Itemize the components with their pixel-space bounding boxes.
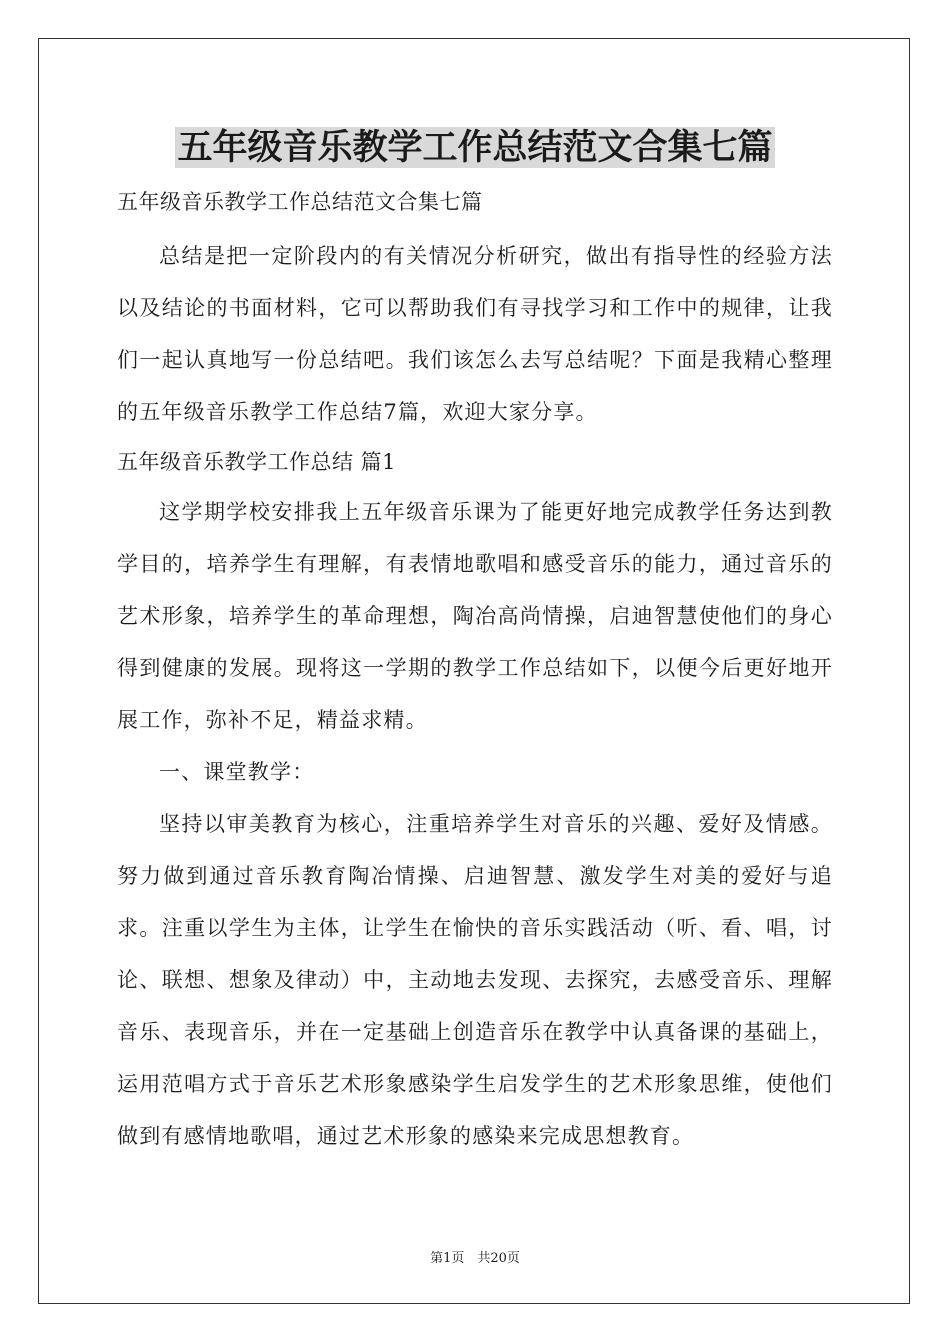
intro-paragraph: 总结是把一定阶段内的有关情况分析研究，做出有指导性的经验方法以及结论的书面材料，它可以帮助我们有寻找学习和工作中的规律，让我们一起认真地写一份总结吧。我们该怎么去写总结呢？下面是我精心整理的五年级音乐教学工作总结7篇，欢迎大家分享。 [117, 244, 833, 424]
document-subtitle: 五年级音乐教学工作总结范文合集七篇 [117, 190, 483, 214]
document-body [117, 178, 833, 1162]
section-paragraph-1: 这学期学校安排我上五年级音乐课为了能更好地完成教学任务达到教学目的，培养学生有理解，有表情地歌唱和感受音乐的能力，通过音乐的艺术形象，培养学生的革命理想，陶冶高尚情操，启迪智慧使他们的身心得到健康的发展。现将这一学期的教学工作总结如下，以便今后更好地开展工作，弥补不足，精益求精。 [117, 500, 833, 732]
subheading-classroom-teaching: 一、课堂教学： [159, 760, 315, 784]
page-number: 第1页 共20页 [430, 1251, 520, 1266]
document-title-text: 五年级音乐教学工作总结范文合集七篇 [177, 127, 773, 168]
section-paragraph-2: 坚持以审美教育为核心，注重培养学生对音乐的兴趣、爱好及情感。努力做到通过音乐教育陶冶情操、启迪智慧、激发学生对美的爱好与追求。注重以学生为主体，让学生在愉快的音乐实践活动（听、看、唱，讨论、联想、想象及律动）中，主动地去发现、去探究，去感受音乐、理解音乐、表现音乐，并在一定基础上创造音乐在教学中认真备课的基础上，运用范唱方式于音乐艺术形象感染学生启发学生的艺术形象思维，使他们做到有感情地歌唱，通过艺术形象的感染来完成思想教育。 [117, 812, 833, 1148]
document-title [0, 120, 950, 176]
section-heading: 五年级音乐教学工作总结 篇1 [117, 450, 397, 474]
